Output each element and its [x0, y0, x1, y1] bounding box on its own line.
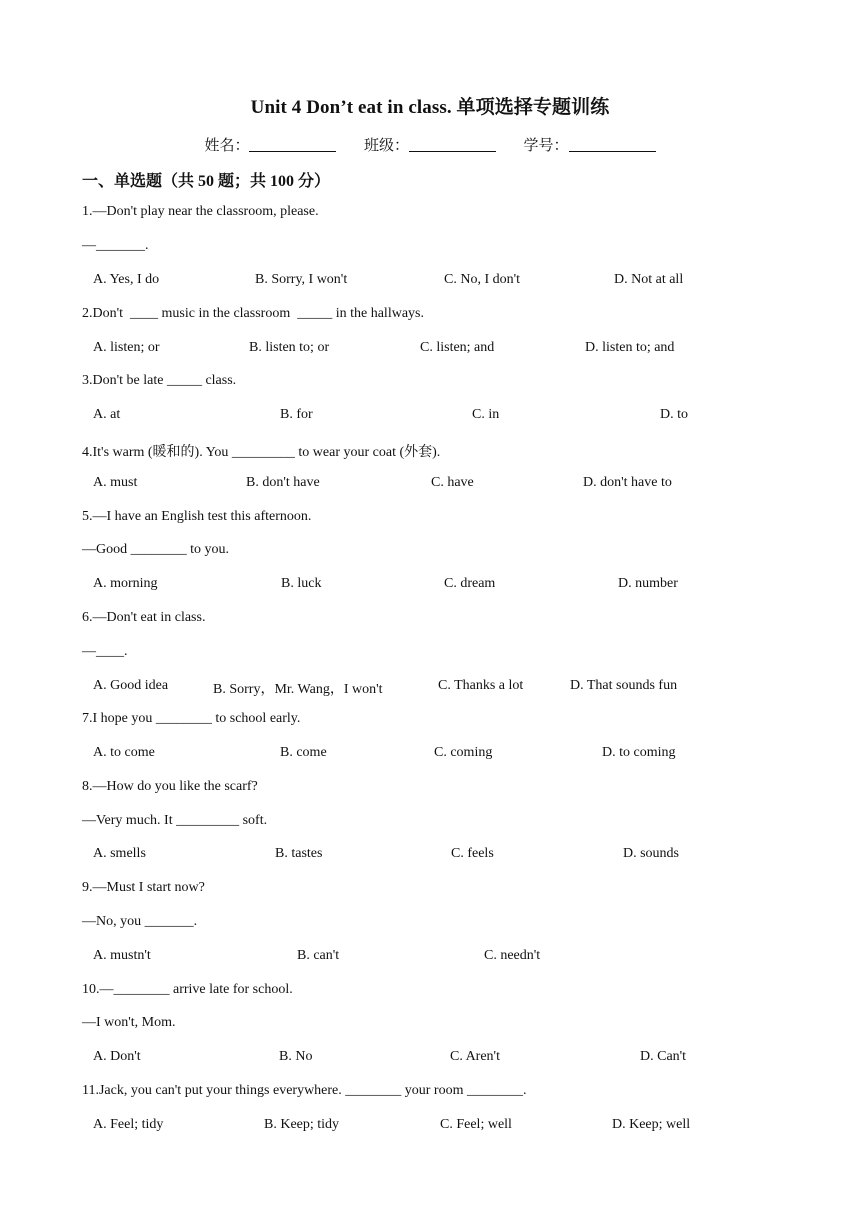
- question-5-option-a[interactable]: A. morning: [93, 576, 158, 591]
- question-1-option-a[interactable]: A. Yes, I do: [93, 272, 160, 287]
- question-5-option-c[interactable]: C. dream: [444, 576, 496, 591]
- question-6-response: —____.: [82, 644, 128, 659]
- question-8-response: —Very much. It _________ soft.: [82, 813, 268, 828]
- question-4-option-c[interactable]: C. have: [431, 475, 474, 490]
- question-3-option-a[interactable]: A. at: [93, 407, 121, 422]
- question-7-option-a[interactable]: A. to come: [93, 745, 155, 760]
- id-label: 学号：: [523, 138, 569, 154]
- question-10-option-d[interactable]: D. Can't: [640, 1049, 687, 1064]
- question-11-option-b[interactable]: B. Keep; tidy: [264, 1117, 340, 1132]
- student-info-row: [0, 134, 860, 155]
- question-5-option-b[interactable]: B. luck: [281, 576, 322, 591]
- question-6-option-c[interactable]: C. Thanks a lot: [438, 678, 524, 693]
- question-6-option-a[interactable]: A. Good idea: [93, 678, 169, 693]
- question-1-option-b[interactable]: B. Sorry, I won't: [255, 272, 348, 287]
- name-blank[interactable]: [249, 137, 336, 152]
- question-7-option-d[interactable]: D. to coming: [602, 745, 676, 760]
- question-10-option-c[interactable]: C. Aren't: [450, 1049, 500, 1064]
- question-4-option-b[interactable]: B. don't have: [246, 475, 320, 490]
- question-9-stem: 9.—Must I start now?: [82, 880, 205, 895]
- class-label: 班级：: [363, 138, 409, 154]
- question-2-option-b[interactable]: B. listen to; or: [249, 340, 330, 355]
- question-1-stem: 1.—Don't play near the classroom, please.: [82, 204, 319, 219]
- question-3-stem: 3.Don't be late _____ class.: [82, 373, 237, 388]
- id-blank[interactable]: [569, 137, 656, 152]
- question-7-option-c[interactable]: C. coming: [434, 745, 493, 760]
- question-11-option-d[interactable]: D. Keep; well: [612, 1117, 691, 1132]
- question-10-option-b[interactable]: B. No: [279, 1049, 313, 1064]
- question-7-option-b[interactable]: B. come: [280, 745, 327, 760]
- page-title: Unit 4 Don’t eat in class. 单项选择专题训练: [250, 97, 610, 118]
- question-4-stem: 4.It's warm (暖和的). You _________ to wear your coat (外套).: [82, 445, 441, 460]
- question-3-option-c[interactable]: C. in: [472, 407, 500, 422]
- question-1-response: —_______.: [82, 238, 149, 253]
- question-2-stem: 2.Don't ____ music in the classroom _____ in the hallways.: [82, 306, 424, 321]
- question-4-option-d[interactable]: D. don't have to: [583, 475, 672, 490]
- question-10-stem: 10.—________ arrive late for school.: [82, 982, 293, 997]
- question-2-option-c[interactable]: C. listen; and: [420, 340, 495, 355]
- question-10-response: —I won't, Mom.: [82, 1015, 176, 1030]
- question-9-option-a[interactable]: A. mustn't: [93, 948, 151, 963]
- question-8-option-d[interactable]: D. sounds: [623, 846, 680, 861]
- name-label: 姓名：: [204, 138, 250, 154]
- question-3-option-d[interactable]: D. to: [660, 407, 688, 422]
- question-6-option-b[interactable]: B. Sorry，Mr. Wang，I won't: [213, 682, 383, 697]
- question-2-option-d[interactable]: D. listen to; and: [585, 340, 675, 355]
- question-1-option-c[interactable]: C. No, I don't: [444, 272, 521, 287]
- question-3-option-b[interactable]: B. for: [280, 407, 313, 422]
- question-7-stem: 7.I hope you ________ to school early.: [82, 711, 301, 726]
- question-5-option-d[interactable]: D. number: [618, 576, 678, 591]
- question-9-option-c[interactable]: C. needn't: [484, 948, 541, 963]
- question-5-response: —Good ________ to you.: [82, 542, 229, 557]
- question-8-option-c[interactable]: C. feels: [451, 846, 494, 861]
- question-4-option-a[interactable]: A. must: [93, 475, 138, 490]
- question-9-response: —No, you _______.: [82, 914, 198, 929]
- question-2-option-a[interactable]: A. listen; or: [93, 340, 160, 355]
- question-8-option-a[interactable]: A. smells: [93, 846, 146, 861]
- question-9-option-b[interactable]: B. can't: [297, 948, 340, 963]
- question-6-stem: 6.—Don't eat in class.: [82, 610, 206, 625]
- question-8-option-b[interactable]: B. tastes: [275, 846, 323, 861]
- class-blank[interactable]: [409, 137, 496, 152]
- question-10-option-a[interactable]: A. Don't: [93, 1049, 141, 1064]
- question-6-option-d[interactable]: D. That sounds fun: [570, 678, 678, 693]
- question-8-stem: 8.—How do you like the scarf?: [82, 779, 258, 794]
- question-11-option-a[interactable]: A. Feel; tidy: [93, 1117, 164, 1132]
- question-11-stem: 11.Jack, you can't put your things everywhere. ________ your room ________.: [82, 1083, 527, 1098]
- section-heading: 一、单选题（共 50 题；共 100 分）: [82, 173, 331, 190]
- question-5-stem: 5.—I have an English test this afternoon.: [82, 509, 312, 524]
- question-11-option-c[interactable]: C. Feel; well: [440, 1117, 512, 1132]
- question-1-option-d[interactable]: D. Not at all: [614, 272, 684, 287]
